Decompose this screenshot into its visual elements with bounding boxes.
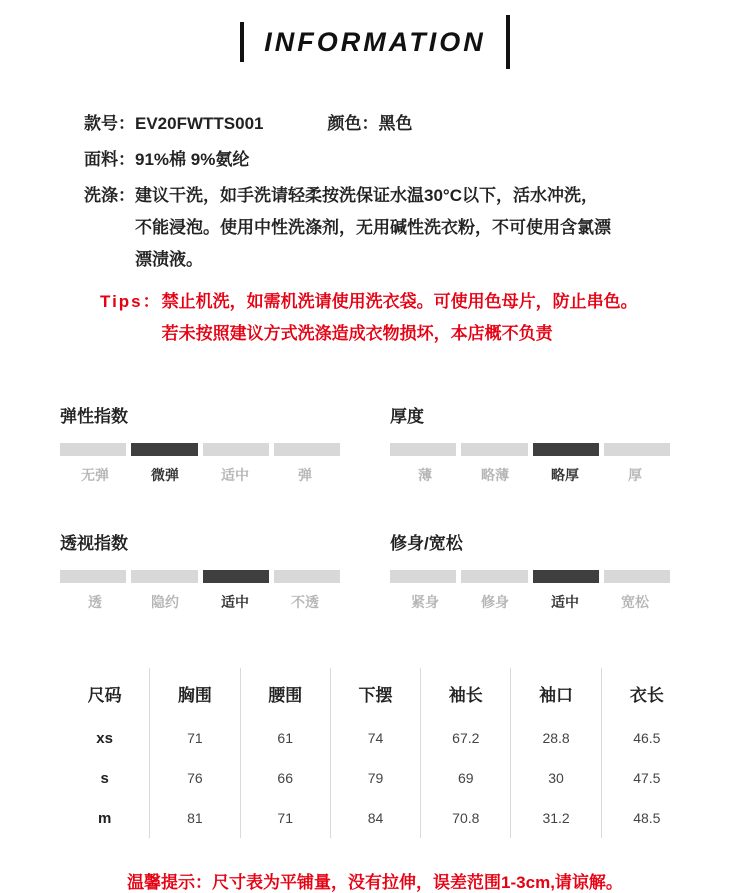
size-row-label: xs [60,718,150,758]
indicator-bar [390,570,670,583]
indicator-option: 修身 [481,594,509,610]
indicator-option: 适中 [221,467,249,483]
indicator-segment [604,443,670,456]
warm-tip-note: 温馨提示：尺寸表为平铺量，没有拉伸，误差范围1-3cm,请谅解。 [127,873,623,892]
indicator-option: 略厚 [551,467,579,483]
wash-instructions [135,180,611,276]
indicator-segment [274,570,340,583]
item-no-value: EV20FWTTS001 [135,114,264,133]
size-row-label: m [60,798,150,838]
indicator-thickness [390,402,670,485]
indicator-segment [131,443,197,456]
indicator-segment [604,570,670,583]
header-left-bar [240,22,244,62]
header-right-bar [506,15,510,69]
indicator-labels [60,592,340,612]
indicator-title: 弹性指数 [60,407,128,426]
table-cell: 31.2 [511,798,601,838]
indicator-option: 适中 [551,594,579,610]
indicator-option: 不透 [291,594,319,610]
table-header-cell: 腰围 [241,668,331,718]
table-cell: 81 [150,798,240,838]
indicator-title: 透视指数 [60,534,128,553]
indicator-option: 无弹 [81,467,109,483]
item-no-label: 款号： [84,114,135,133]
tips-row [84,286,690,350]
tips-line: 禁止机洗，如需机洗请使用洗衣袋。可使用色母片，防止串色。 [161,292,638,311]
size-table [60,668,692,838]
table-header-cell: 袖口 [511,668,601,718]
indicator-segment [390,443,456,456]
indicator-segment [390,570,456,583]
indicator-option: 紧身 [411,594,439,610]
indicator-segment [274,443,340,456]
table-cell: 69 [421,758,511,798]
indicator-option: 弹 [298,467,312,483]
wash-line: 不能浸泡。使用中性洗涤剂，无用碱性洗衣粉，不可使用含氯漂 [135,218,611,237]
indicator-transparency [60,529,340,612]
table-cell: 76 [150,758,240,798]
indicator-bar [60,443,340,456]
page-title: INFORMATION [264,26,486,57]
indicator-option: 薄 [418,467,432,483]
table-cell: 67.2 [421,718,511,758]
indicator-segment [60,443,126,456]
attribute-indicators [60,402,690,612]
table-header-cell: 尺码 [60,668,150,718]
indicator-segment [461,443,527,456]
table-cell: 66 [241,758,331,798]
table-cell: 47.5 [633,770,661,786]
fabric-row [84,144,690,176]
table-cell: 74 [331,718,421,758]
indicator-option: 透 [88,594,102,610]
indicator-option: 隐约 [151,594,179,610]
table-cell: 61 [241,718,331,758]
indicator-title: 厚度 [390,407,424,426]
indicator-labels [390,592,670,612]
table-cell: 71 [241,798,331,838]
table-header-cell: 衣长 [629,685,664,705]
indicator-elasticity [60,402,340,485]
wash-line: 建议干洗，如手洗请轻柔按洗保证水温30°C以下，活水冲洗， [135,186,598,205]
indicator-segment [60,570,126,583]
table-cell: 28.8 [511,718,601,758]
indicator-segment [131,570,197,583]
indicator-bar [390,443,670,456]
table-cell: 46.5 [633,730,661,746]
table-cell: 84 [331,798,421,838]
indicator-title: 修身/宽松 [390,534,463,553]
indicator-option: 宽松 [621,594,649,610]
table-cell: 30 [511,758,601,798]
table-header-cell: 袖长 [421,668,511,718]
tips-label: Tips： [100,292,162,311]
table-cell: 70.8 [421,798,511,838]
fabric-value: 91%棉 9%氨纶 [135,150,250,169]
wash-label: 洗涤： [84,186,135,205]
indicator-segment [533,570,599,583]
indicator-option: 厚 [628,467,642,483]
indicator-segment [203,443,269,456]
table-cell: 71 [150,718,240,758]
fabric-label: 面料： [84,150,135,169]
indicator-fit [390,529,670,612]
header [0,0,750,72]
table-cell: 79 [331,758,421,798]
indicator-option: 适中 [221,594,249,610]
wash-line: 漂渍液。 [135,250,203,269]
wash-row [84,180,690,276]
size-row-label: s [60,758,150,798]
indicator-segment [533,443,599,456]
item-no-row [84,108,690,140]
table-cell: 48.5 [633,810,661,826]
tips-text [162,286,638,350]
color-value: 黑色 [378,114,413,133]
indicator-bar [60,570,340,583]
indicator-option: 略薄 [481,467,509,483]
indicator-option: 微弹 [151,467,179,483]
table-header-cell: 下摆 [331,668,421,718]
color-label: 颜色： [327,114,379,133]
indicator-labels [390,465,670,485]
indicator-segment [461,570,527,583]
table-header-cell: 胸围 [150,668,240,718]
indicator-labels [60,465,340,485]
product-info-section [84,108,690,350]
indicator-segment [203,570,269,583]
tips-line: 若未按照建议方式洗涤造成衣物损坏，本店概不负责 [161,324,553,343]
